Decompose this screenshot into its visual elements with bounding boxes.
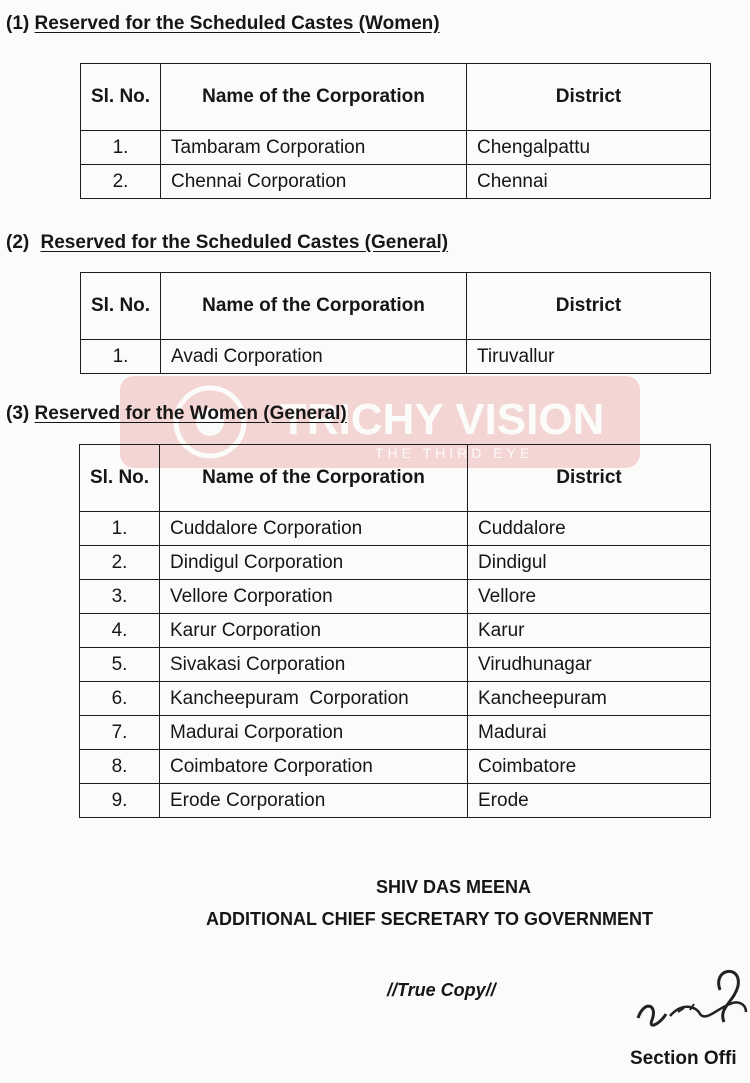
true-copy-label: //True Copy// bbox=[387, 980, 496, 1000]
section-2-heading bbox=[6, 232, 448, 254]
table-row bbox=[80, 750, 711, 784]
women-general-table bbox=[79, 444, 711, 818]
corporation-cell: Chennai Corporation bbox=[161, 165, 467, 199]
table-row bbox=[80, 546, 711, 580]
section-3-title: Reserved for the Women (General) bbox=[34, 403, 347, 424]
table-row bbox=[81, 165, 711, 199]
handwritten-signature bbox=[620, 960, 750, 1040]
table-row bbox=[80, 784, 711, 818]
sl-cell: 4. bbox=[80, 614, 160, 648]
column-header-sl: Sl. No. bbox=[80, 445, 160, 512]
sl-cell: 1. bbox=[80, 512, 160, 546]
corporation-cell: Avadi Corporation bbox=[161, 340, 467, 374]
table-row bbox=[80, 648, 711, 682]
table-row bbox=[81, 131, 711, 165]
corporation-cell: Madurai Corporation bbox=[160, 716, 468, 750]
district-cell: Vellore bbox=[468, 580, 711, 614]
sl-cell: 1. bbox=[81, 131, 161, 165]
column-header-district: District bbox=[468, 445, 711, 512]
table-row bbox=[81, 340, 711, 374]
district-cell: Karur bbox=[468, 614, 711, 648]
table-row bbox=[80, 682, 711, 716]
corporation-cell: Sivakasi Corporation bbox=[160, 648, 468, 682]
column-header-district: District bbox=[467, 64, 711, 131]
section-2-title: Reserved for the Scheduled Castes (General) bbox=[40, 232, 449, 253]
table-row bbox=[80, 512, 711, 546]
section-3-number: (3) bbox=[6, 403, 30, 424]
district-cell: Chennai bbox=[467, 165, 711, 199]
sl-cell: 2. bbox=[81, 165, 161, 199]
district-cell: Erode bbox=[468, 784, 711, 818]
scheduled-castes-general-table bbox=[80, 272, 711, 374]
section-1-heading bbox=[6, 13, 440, 35]
district-cell: Cuddalore bbox=[468, 512, 711, 546]
corporation-cell: Coimbatore Corporation bbox=[160, 750, 468, 784]
watermark-brand: TRICHY VISION bbox=[280, 395, 605, 444]
column-header-sl: Sl. No. bbox=[81, 64, 161, 131]
table-header-row bbox=[81, 273, 711, 340]
table-row bbox=[80, 580, 711, 614]
sl-cell: 7. bbox=[80, 716, 160, 750]
section-3-heading bbox=[6, 403, 347, 425]
corporation-cell: Dindigul Corporation bbox=[160, 546, 468, 580]
table-header-row bbox=[81, 64, 711, 131]
table-row bbox=[80, 716, 711, 750]
section-officer-label: Section Offi bbox=[630, 1048, 737, 1069]
district-cell: Chengalpattu bbox=[467, 131, 711, 165]
column-header-sl: Sl. No. bbox=[81, 273, 161, 340]
table-row bbox=[80, 614, 711, 648]
section-1-title: Reserved for the Scheduled Castes (Women) bbox=[34, 13, 440, 34]
column-header-name: Name of the Corporation bbox=[161, 64, 467, 131]
signatory-designation: ADDITIONAL CHIEF SECRETARY TO GOVERNMENT bbox=[206, 909, 654, 929]
section-2-number: (2) bbox=[6, 232, 30, 253]
district-cell: Tiruvallur bbox=[467, 340, 711, 374]
column-header-name: Name of the Corporation bbox=[160, 445, 468, 512]
scheduled-castes-women-table bbox=[80, 63, 711, 199]
corporation-cell: Erode Corporation bbox=[160, 784, 468, 818]
corporation-cell: Karur Corporation bbox=[160, 614, 468, 648]
sl-cell: 1. bbox=[81, 340, 161, 374]
district-cell: Coimbatore bbox=[468, 750, 711, 784]
sl-cell: 3. bbox=[80, 580, 160, 614]
sl-cell: 9. bbox=[80, 784, 160, 818]
sl-cell: 2. bbox=[80, 546, 160, 580]
watermark-tagline: THE THIRD EYE bbox=[375, 445, 534, 461]
section-1-number: (1) bbox=[6, 13, 30, 34]
column-header-name: Name of the Corporation bbox=[161, 273, 467, 340]
district-cell: Virudhunagar bbox=[468, 648, 711, 682]
district-cell: Kancheepuram bbox=[468, 682, 711, 716]
corporation-cell: Vellore Corporation bbox=[160, 580, 468, 614]
column-header-district: District bbox=[467, 273, 711, 340]
table-header-row bbox=[80, 445, 711, 512]
sl-cell: 6. bbox=[80, 682, 160, 716]
corporation-cell: Tambaram Corporation bbox=[161, 131, 467, 165]
sl-cell: 5. bbox=[80, 648, 160, 682]
district-cell: Madurai bbox=[468, 716, 711, 750]
district-cell: Dindigul bbox=[468, 546, 711, 580]
corporation-cell: Cuddalore Corporation bbox=[160, 512, 468, 546]
signatory-name: SHIV DAS MEENA bbox=[376, 877, 532, 897]
sl-cell: 8. bbox=[80, 750, 160, 784]
corporation-cell: Kancheepuram Corporation bbox=[160, 682, 468, 716]
